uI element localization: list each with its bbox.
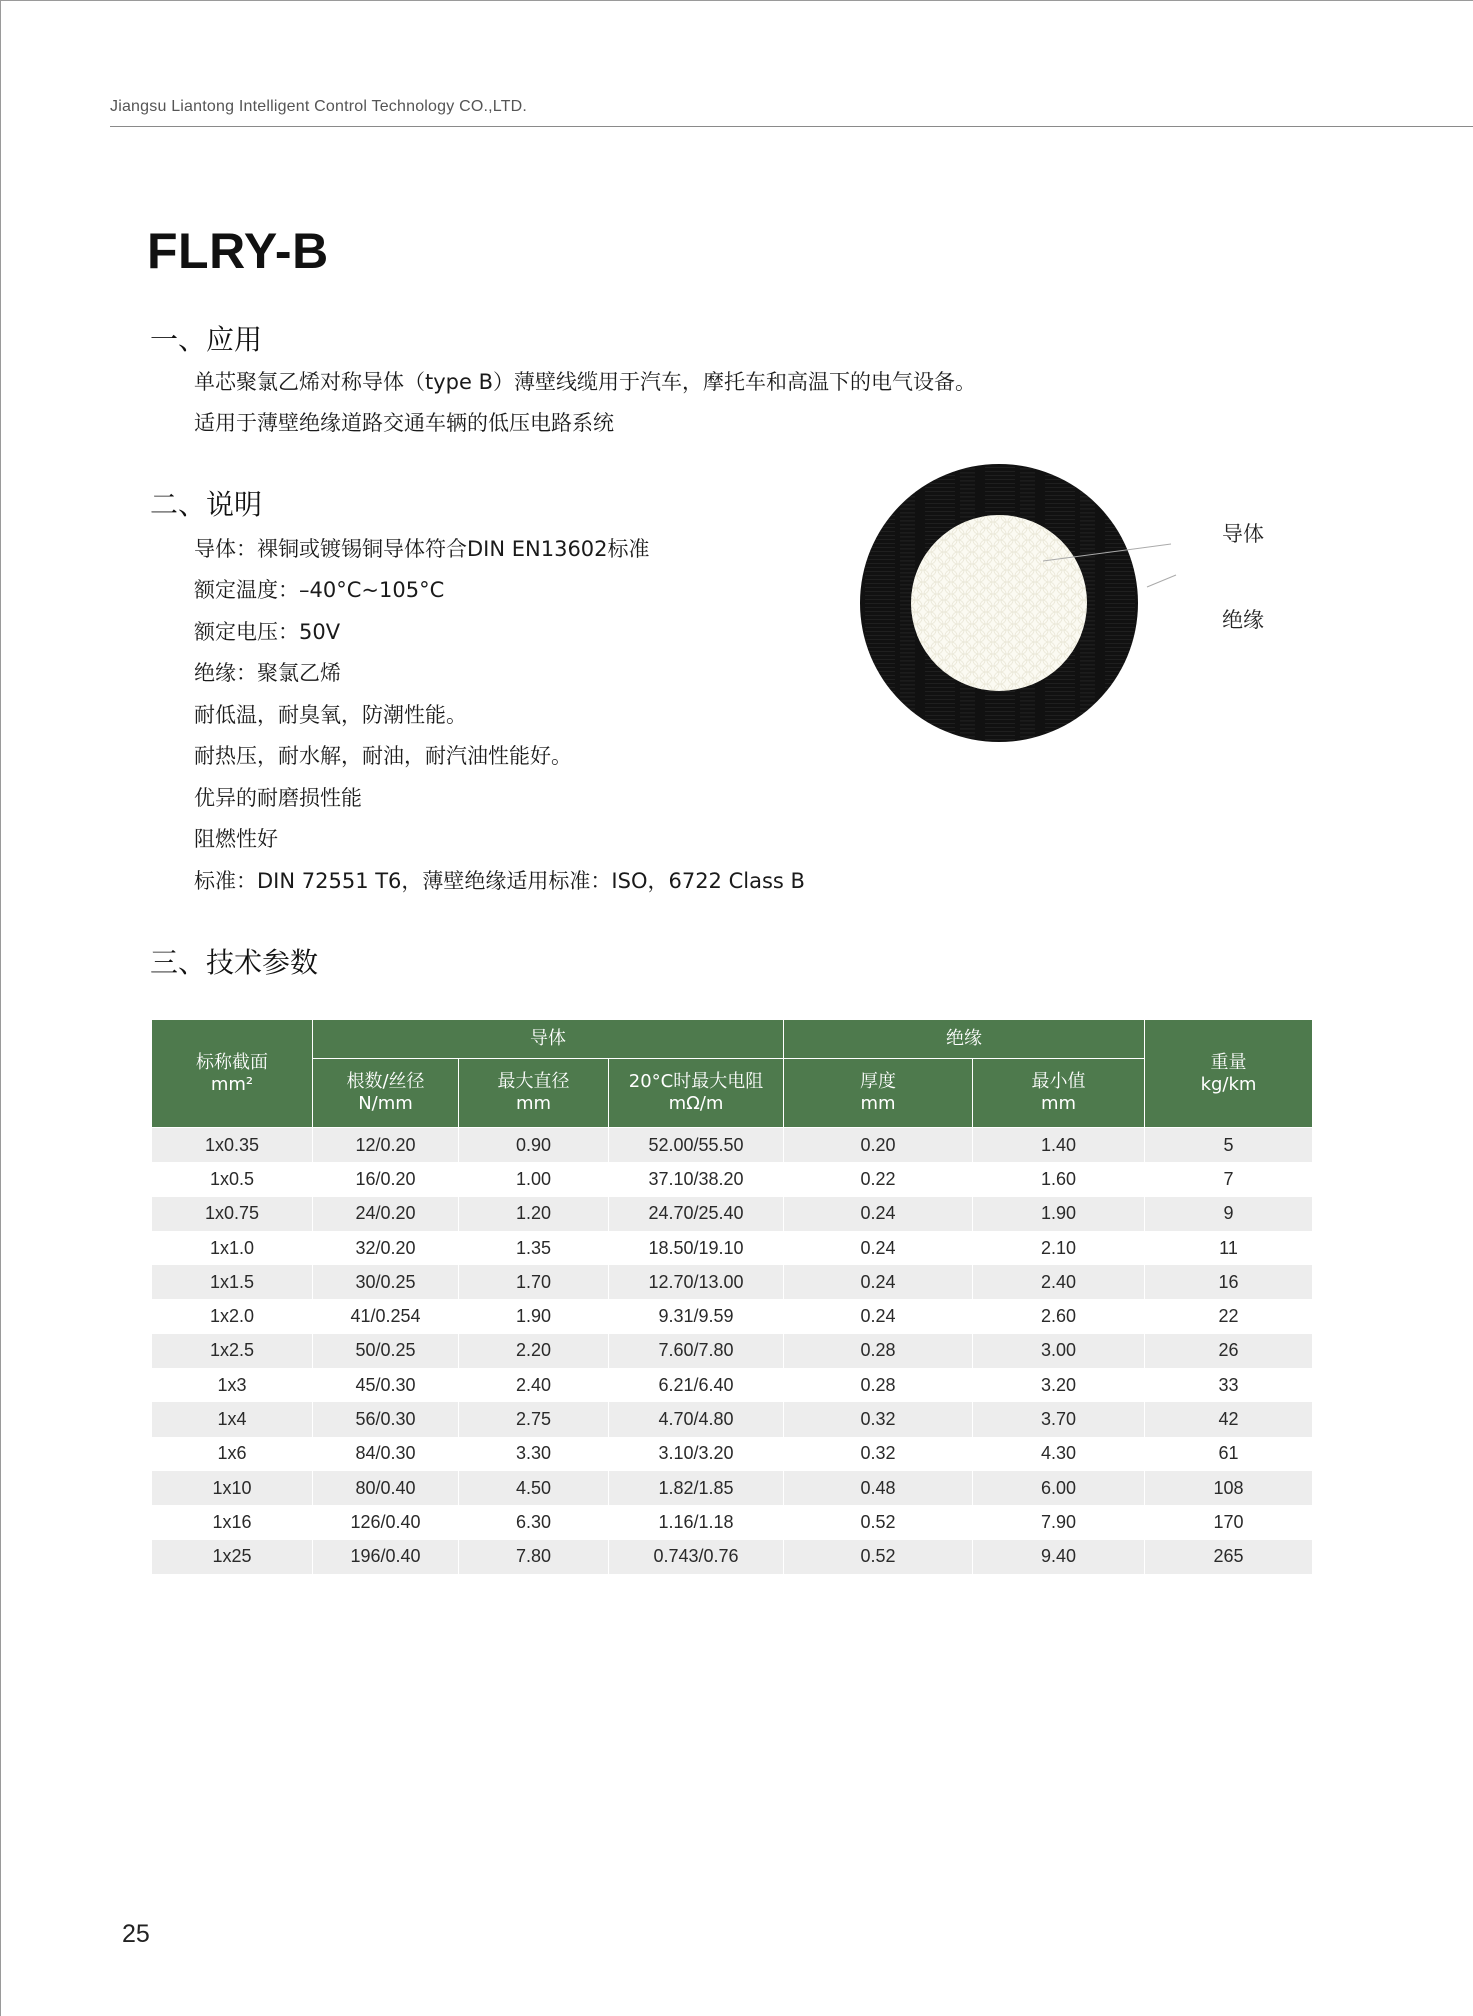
cell-resistance: 0.743/0.76 <box>609 1540 784 1574</box>
cell-min-value: 3.70 <box>973 1402 1145 1436</box>
cell-thickness: 0.24 <box>784 1197 973 1231</box>
cell-thickness: 0.52 <box>784 1505 973 1539</box>
page-number: 25 <box>122 1920 150 1948</box>
spec-table-body <box>152 1128 1313 1574</box>
cell-resistance: 4.70/4.80 <box>609 1402 784 1436</box>
application-line: 适用于薄壁绝缘道路交通车辆的低压电路系统 <box>194 411 614 435</box>
cell-min-value: 4.30 <box>973 1437 1145 1471</box>
cell-min-value: 2.40 <box>973 1265 1145 1299</box>
table-row <box>152 1231 1313 1265</box>
company-header: Jiangsu Liantong Intelligent Control Technology CO.,LTD. <box>110 98 528 115</box>
cell-max-diameter: 4.50 <box>459 1471 609 1505</box>
spec-table <box>151 1019 1313 1574</box>
table-row <box>152 1471 1313 1505</box>
cell-cross-section: 1x0.75 <box>152 1197 313 1231</box>
table-row <box>152 1505 1313 1539</box>
cell-thickness: 0.28 <box>784 1368 973 1402</box>
cell-max-diameter: 1.20 <box>459 1197 609 1231</box>
cell-cross-section: 1x4 <box>152 1402 313 1436</box>
cell-thickness: 0.32 <box>784 1402 973 1436</box>
header-label: 20°C时最大电阻 <box>628 1071 764 1092</box>
description-line: 绝缘：聚氯乙烯 <box>194 661 341 685</box>
cell-weight: 33 <box>1145 1368 1313 1402</box>
cell-thickness: 0.22 <box>784 1162 973 1196</box>
cell-max-diameter: 1.70 <box>459 1265 609 1299</box>
cell-strands: 16/0.20 <box>313 1162 459 1196</box>
cell-strands: 45/0.30 <box>313 1368 459 1402</box>
cell-resistance: 1.82/1.85 <box>609 1471 784 1505</box>
header-label: 标称截面 <box>196 1051 268 1073</box>
cell-cross-section: 1x16 <box>152 1505 313 1539</box>
cell-strands: 32/0.20 <box>313 1231 459 1265</box>
header-conductor: 导体 <box>313 1020 784 1059</box>
table-row <box>152 1197 1313 1231</box>
header-unit: kg/km <box>1200 1073 1257 1095</box>
cell-strands: 56/0.30 <box>313 1402 459 1436</box>
description-line: 额定电压：50V <box>194 620 341 644</box>
cell-weight: 61 <box>1145 1437 1313 1471</box>
cell-thickness: 0.52 <box>784 1540 973 1574</box>
cable-cross-section-diagram <box>860 462 1280 744</box>
cell-strands: 80/0.40 <box>313 1471 459 1505</box>
header-min-value <box>973 1059 1145 1128</box>
cell-cross-section: 1x1.5 <box>152 1265 313 1299</box>
header-thickness <box>784 1059 973 1128</box>
cell-weight: 265 <box>1145 1540 1313 1574</box>
cell-resistance: 52.00/55.50 <box>609 1128 784 1163</box>
table-row <box>152 1540 1313 1574</box>
cell-resistance: 7.60/7.80 <box>609 1334 784 1368</box>
cell-strands: 84/0.30 <box>313 1437 459 1471</box>
header-label: 最大直径 <box>497 1071 570 1092</box>
cell-min-value: 3.00 <box>973 1334 1145 1368</box>
cell-min-value: 6.00 <box>973 1471 1145 1505</box>
description-line: 耐低温，耐臭氧，防潮性能。 <box>194 703 467 727</box>
cell-cross-section: 1x25 <box>152 1540 313 1574</box>
cell-strands: 24/0.20 <box>313 1197 459 1231</box>
cell-min-value: 9.40 <box>973 1540 1145 1574</box>
cell-max-diameter: 0.90 <box>459 1128 609 1163</box>
cell-strands: 12/0.20 <box>313 1128 459 1163</box>
table-row <box>152 1402 1313 1436</box>
cell-weight: 42 <box>1145 1402 1313 1436</box>
cell-max-diameter: 1.00 <box>459 1162 609 1196</box>
description-line: 额定温度：–40°C~105°C <box>194 578 445 602</box>
table-row <box>152 1368 1313 1402</box>
description-line: 阻燃性好 <box>194 827 278 851</box>
table-row <box>152 1128 1313 1163</box>
cell-min-value: 2.60 <box>973 1299 1145 1333</box>
description-line: 耐热压，耐水解，耐油，耐汽油性能好。 <box>194 744 572 768</box>
cell-max-diameter: 1.35 <box>459 1231 609 1265</box>
parameters-heading: 三、技术参数 <box>150 946 319 979</box>
header-divider <box>110 126 1473 127</box>
header-unit: mm² <box>210 1073 254 1095</box>
cable-cross-section-svg <box>860 462 1280 744</box>
table-subheader-row <box>152 1059 1313 1128</box>
header-label: 厚度 <box>860 1071 897 1092</box>
conductor-label: 导体 <box>1222 522 1264 546</box>
cell-min-value: 3.20 <box>973 1368 1145 1402</box>
header-label: 根数/丝径 <box>346 1071 425 1092</box>
cell-weight: 5 <box>1145 1128 1313 1163</box>
header-unit: mm <box>860 1093 896 1114</box>
insulation-leader-line <box>1147 575 1176 587</box>
cell-thickness: 0.20 <box>784 1128 973 1163</box>
conductor-strands <box>911 515 1087 691</box>
cell-thickness: 0.48 <box>784 1471 973 1505</box>
cell-strands: 30/0.25 <box>313 1265 459 1299</box>
cell-resistance: 37.10/38.20 <box>609 1162 784 1196</box>
cell-min-value: 7.90 <box>973 1505 1145 1539</box>
cell-thickness: 0.32 <box>784 1437 973 1471</box>
cell-thickness: 0.24 <box>784 1231 973 1265</box>
cell-resistance: 6.21/6.40 <box>609 1368 784 1402</box>
description-line: 导体：裸铜或镀锡铜导体符合DIN EN13602标准 <box>194 537 650 561</box>
cell-resistance: 24.70/25.40 <box>609 1197 784 1231</box>
cell-weight: 108 <box>1145 1471 1313 1505</box>
cell-min-value: 1.40 <box>973 1128 1145 1163</box>
cell-min-value: 1.90 <box>973 1197 1145 1231</box>
application-heading: 一、应用 <box>150 323 263 356</box>
cell-min-value: 1.60 <box>973 1162 1145 1196</box>
cell-thickness: 0.24 <box>784 1265 973 1299</box>
header-label: 重量 <box>1210 1051 1247 1073</box>
table-row <box>152 1334 1313 1368</box>
cell-strands: 41/0.254 <box>313 1299 459 1333</box>
cell-resistance: 1.16/1.18 <box>609 1505 784 1539</box>
cell-max-diameter: 2.75 <box>459 1402 609 1436</box>
table-row <box>152 1162 1313 1196</box>
cell-strands: 50/0.25 <box>313 1334 459 1368</box>
header-cross-section <box>152 1020 313 1128</box>
header-unit: mm <box>515 1093 552 1114</box>
cell-min-value: 2.10 <box>973 1231 1145 1265</box>
product-title: FLRY-B <box>147 223 329 279</box>
cell-weight: 22 <box>1145 1299 1313 1333</box>
header-label: 最小值 <box>1031 1071 1086 1092</box>
cell-max-diameter: 6.30 <box>459 1505 609 1539</box>
cell-resistance: 18.50/19.10 <box>609 1231 784 1265</box>
cell-thickness: 0.28 <box>784 1334 973 1368</box>
page-border-left <box>0 0 1 2016</box>
cell-weight: 9 <box>1145 1197 1313 1231</box>
cell-cross-section: 1x10 <box>152 1471 313 1505</box>
header-unit: mΩ/m <box>668 1093 724 1114</box>
cell-resistance: 12.70/13.00 <box>609 1265 784 1299</box>
cell-max-diameter: 3.30 <box>459 1437 609 1471</box>
cell-max-diameter: 2.20 <box>459 1334 609 1368</box>
header-weight <box>1145 1020 1313 1128</box>
cell-resistance: 9.31/9.59 <box>609 1299 784 1333</box>
header-max-diameter <box>459 1059 609 1128</box>
table-row <box>152 1437 1313 1471</box>
insulation-label: 绝缘 <box>1222 608 1264 632</box>
cell-weight: 26 <box>1145 1334 1313 1368</box>
cell-cross-section: 1x0.35 <box>152 1128 313 1163</box>
description-line: 优异的耐磨损性能 <box>194 786 362 810</box>
cell-resistance: 3.10/3.20 <box>609 1437 784 1471</box>
cell-weight: 170 <box>1145 1505 1313 1539</box>
cell-thickness: 0.24 <box>784 1299 973 1333</box>
cell-max-diameter: 7.80 <box>459 1540 609 1574</box>
application-line: 单芯聚氯乙烯对称导体（type B）薄壁线缆用于汽车，摩托车和高温下的电气设备。 <box>194 370 976 394</box>
table-row <box>152 1265 1313 1299</box>
cell-cross-section: 1x2.5 <box>152 1334 313 1368</box>
table-row <box>152 1299 1313 1333</box>
cell-strands: 196/0.40 <box>313 1540 459 1574</box>
cell-max-diameter: 2.40 <box>459 1368 609 1402</box>
page-border-top <box>0 0 1473 1</box>
header-unit: mm <box>1040 1093 1077 1114</box>
cell-cross-section: 1x0.5 <box>152 1162 313 1196</box>
cell-weight: 16 <box>1145 1265 1313 1299</box>
description-line: 标准：DIN 72551 T6，薄壁绝缘适用标准：ISO，6722 Class B <box>194 869 805 893</box>
table-header-row <box>152 1020 1313 1059</box>
cell-max-diameter: 1.90 <box>459 1299 609 1333</box>
cell-strands: 126/0.40 <box>313 1505 459 1539</box>
cell-cross-section: 1x1.0 <box>152 1231 313 1265</box>
header-resistance <box>609 1059 784 1128</box>
description-heading: 二、说明 <box>150 488 263 521</box>
cell-weight: 11 <box>1145 1231 1313 1265</box>
cell-cross-section: 1x6 <box>152 1437 313 1471</box>
cell-weight: 7 <box>1145 1162 1313 1196</box>
cell-cross-section: 1x3 <box>152 1368 313 1402</box>
cell-cross-section: 1x2.0 <box>152 1299 313 1333</box>
header-unit: N/mm <box>358 1093 413 1114</box>
header-strands <box>313 1059 459 1128</box>
header-insulation: 绝缘 <box>784 1020 1145 1059</box>
